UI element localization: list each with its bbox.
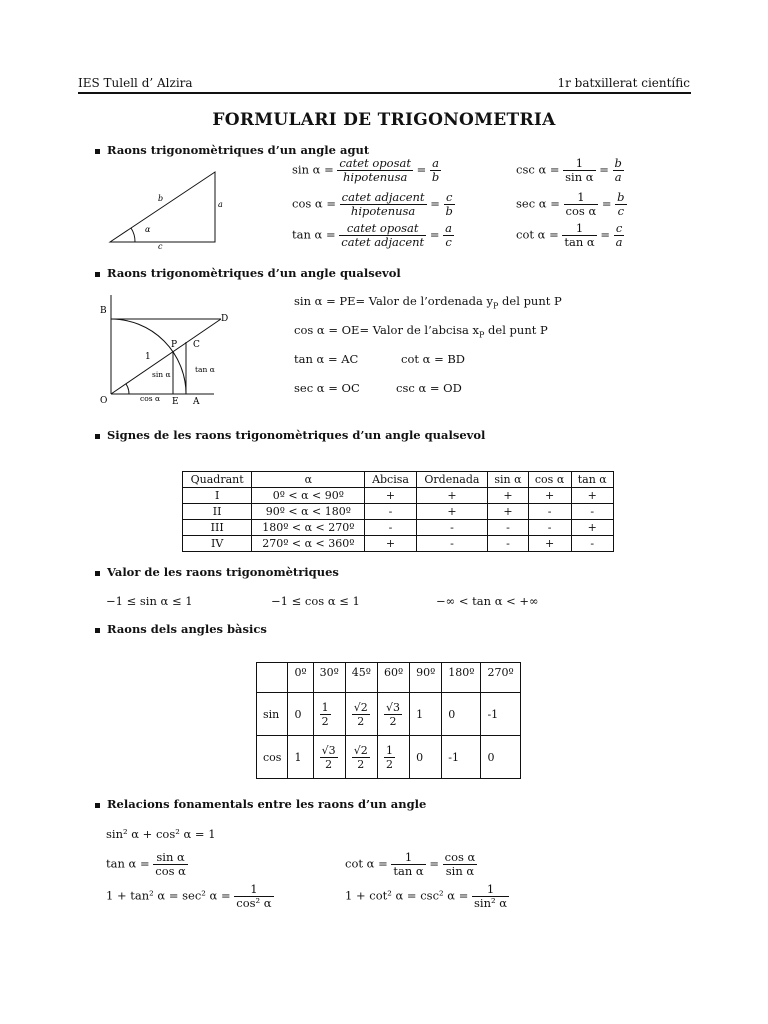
label-A: A	[193, 397, 200, 407]
table-cell: -	[488, 520, 528, 536]
label-B: B	[100, 306, 107, 316]
bullet-icon	[95, 803, 100, 808]
table-header: Abcisa	[365, 472, 416, 488]
table-cell	[257, 663, 288, 693]
angle-arc	[131, 228, 135, 242]
table-cell: +	[416, 504, 488, 520]
tan-formula: tan α = catet oposat catet adjacent = $\frac{a}{c}$	[292, 221, 452, 249]
table-row	[183, 504, 614, 520]
header-right: 1r batxillerat científic	[557, 76, 690, 90]
cos-formula: cos α = catet adjacent hipotenusa = $\frac{c}{b}$	[292, 190, 453, 218]
table-header: 60º	[377, 663, 409, 693]
table-cell: -	[488, 536, 528, 552]
table-cell: 0	[410, 736, 442, 779]
table-cell: -	[416, 536, 488, 552]
table-cell: $\frac{√2}{2}$	[345, 736, 377, 779]
tan-identity: tan α = $\frac{\text{sin α}}{\text{cos α}}$	[106, 850, 186, 878]
table-cell: 1	[288, 736, 313, 779]
table-cell: $\frac{√2}{2}$	[345, 693, 377, 736]
cot-identity: cot α = $\frac{1}{\text{tan α}}$ = $\frac{\text{cos α}}{\text{sin α}}$	[345, 850, 476, 878]
header-rule	[78, 92, 691, 94]
right-triangle-diagram	[100, 165, 240, 250]
radius-line	[111, 319, 221, 394]
csc-definition: csc α = OD	[396, 381, 462, 395]
table-header: α	[252, 472, 365, 488]
table-cell: $\frac{1}{2}$	[377, 736, 409, 779]
section-any-angle: Raons trigonomètriques d’un angle qualsevol	[95, 266, 401, 280]
bullet-icon	[95, 149, 100, 154]
table-cell: +	[488, 488, 528, 504]
table-row	[257, 736, 521, 779]
table-header: 30º	[313, 663, 345, 693]
label-P: P	[171, 340, 178, 350]
section-relations: Relacions fonamentals entre les raons d’un angle	[95, 797, 426, 811]
bullet-icon	[95, 272, 100, 277]
table-cell: 1	[410, 693, 442, 736]
table-header: cos α	[528, 472, 571, 488]
table-header: Quadrant	[183, 472, 252, 488]
sec-identity: 1 + tan² α = sec² α = $\frac{1}{\text{cos² α}}$	[106, 882, 272, 910]
tan-range: −∞ < tan α < +∞	[436, 594, 539, 608]
table-cell: 0	[288, 693, 313, 736]
table-header: 45º	[345, 663, 377, 693]
bullet-icon	[95, 628, 100, 633]
table-cell: +	[528, 488, 571, 504]
table-cell: III	[183, 520, 252, 536]
csc-identity: 1 + cot² α = csc² α = $\frac{1}{\text{sin² α}}$	[345, 882, 508, 910]
table-header: Ordenada	[416, 472, 488, 488]
label-b: b	[158, 194, 164, 203]
header-left: IES Tulell d’ Alzira	[78, 76, 193, 90]
section-signs: Signes de les raons trigonomètriques d’un angle qualsevol	[95, 428, 485, 442]
table-header: tan α	[571, 472, 614, 488]
table-header: 0º	[288, 663, 313, 693]
pythagorean-identity: sin² α + cos² α = 1	[106, 827, 216, 841]
unit-circle-diagram	[86, 290, 246, 410]
table-cell: -	[571, 504, 614, 520]
table-cell: 270º < α < 360º	[252, 536, 365, 552]
table-cell: IV	[183, 536, 252, 552]
table-cell: 0º < α < 90º	[252, 488, 365, 504]
label-c: c	[158, 242, 163, 250]
csc-formula: csc α = $\frac{1}{\text{sin α}}$ = $\frac{b}{a}$	[516, 156, 622, 184]
table-cell: -	[528, 504, 571, 520]
basic-angles-table	[256, 662, 521, 779]
table-cell: $\frac{√3}{2}$	[313, 736, 345, 779]
section-basic: Raons dels angles bàsics	[95, 622, 267, 636]
table-cell: +	[571, 488, 614, 504]
tan-definition: tan α = AC	[294, 352, 359, 366]
table-cell: +	[416, 488, 488, 504]
table-cell: -	[571, 536, 614, 552]
cos-range: −1 ≤ cos α ≤ 1	[271, 594, 360, 608]
bullet-icon	[95, 571, 100, 576]
triangle-shape	[110, 172, 215, 242]
table-cell: +	[365, 536, 416, 552]
row-label-sin: sin	[257, 693, 288, 736]
table-cell: I	[183, 488, 252, 504]
sin-definition: sin α = PE= Valor de l’ordenada $y_P$ del punt P	[294, 294, 562, 311]
cot-formula: cot α = $\frac{1}{\text{tan α}}$ = $\frac{c}{a}$	[516, 221, 623, 249]
table-header: 270º	[481, 663, 520, 693]
section-values: Valor de les raons trigonomètriques	[95, 565, 339, 579]
sin-range: −1 ≤ sin α ≤ 1	[106, 594, 193, 608]
table-header-row	[257, 663, 521, 693]
label-one: 1	[145, 352, 151, 362]
table-row	[183, 536, 614, 552]
label-tan: tan α	[195, 365, 215, 374]
table-row	[183, 520, 614, 536]
label-a: a	[218, 200, 223, 209]
page-title: FORMULARI DE TRIGONOMETRIA	[212, 110, 556, 130]
table-cell: 180º < α < 270º	[252, 520, 365, 536]
table-header: 180º	[442, 663, 481, 693]
label-O: O	[100, 396, 108, 406]
sec-definition: sec α = OC	[294, 381, 360, 395]
table-row	[183, 488, 614, 504]
table-cell: -1	[442, 736, 481, 779]
table-cell: -	[365, 504, 416, 520]
table-cell: +	[488, 504, 528, 520]
table-header: sin α	[488, 472, 528, 488]
table-cell: +	[528, 536, 571, 552]
label-E: E	[172, 397, 179, 407]
table-row	[257, 693, 521, 736]
table-cell: +	[571, 520, 614, 536]
label-D: D	[221, 314, 229, 324]
table-cell: $\frac{1}{2}$	[313, 693, 345, 736]
label-sin: sin α	[152, 370, 171, 379]
sin-formula: sin α = catet oposat hipotenusa = $\frac{a}{b}$	[292, 156, 440, 184]
table-cell: -	[528, 520, 571, 536]
label-cos: cos α	[140, 394, 161, 403]
angle-arc	[126, 384, 129, 394]
table-cell: 0	[442, 693, 481, 736]
table-cell: 90º < α < 180º	[252, 504, 365, 520]
cos-definition: cos α = OE= Valor de l’abcisa $x_P$ del punt P	[294, 323, 548, 340]
row-label-cos: cos	[257, 736, 288, 779]
bullet-icon	[95, 434, 100, 439]
table-header-row	[183, 472, 614, 488]
signs-table	[182, 471, 614, 552]
label-C: C	[193, 340, 200, 350]
table-cell: -1	[481, 693, 520, 736]
label-alpha: α	[145, 225, 151, 234]
table-cell: II	[183, 504, 252, 520]
section-acute: Raons trigonomètriques d’un angle agut	[95, 143, 369, 157]
table-cell: -	[365, 520, 416, 536]
table-cell: -	[416, 520, 488, 536]
table-cell: $\frac{√3}{2}$	[377, 693, 409, 736]
cot-definition: cot α = BD	[401, 352, 466, 366]
table-cell: 0	[481, 736, 520, 779]
sec-formula: sec α = $\frac{1}{\text{cos α}}$ = $\frac{b}{c}$	[516, 190, 625, 218]
table-header: 90º	[410, 663, 442, 693]
table-cell: +	[365, 488, 416, 504]
